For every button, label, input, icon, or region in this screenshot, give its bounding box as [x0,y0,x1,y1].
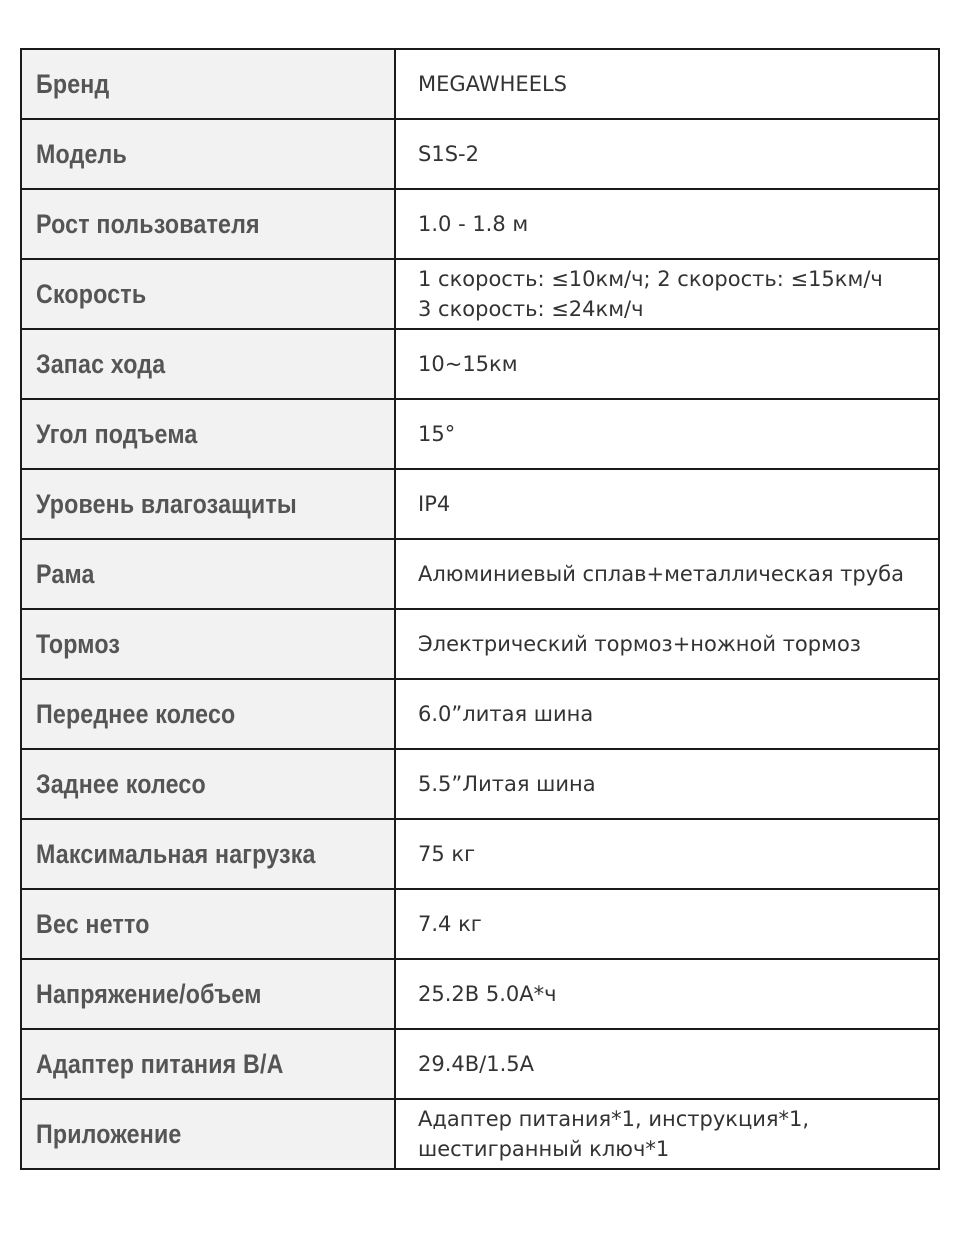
spec-row-accessories [21,1099,939,1169]
spec-row-battery [21,959,939,1029]
spec-label: Рост пользователя [21,189,395,259]
spec-value: 15° [395,399,939,469]
spec-label: Переднее колесо [21,679,395,749]
spec-label: Модель [21,119,395,189]
spec-row-power-adapter [21,1029,939,1099]
spec-label: Запас хода [21,329,395,399]
spec-label: Рама [21,539,395,609]
spec-value: 1.0 - 1.8 м [395,189,939,259]
spec-value: MEGAWHEELS [395,49,939,119]
spec-row-user-height [21,189,939,259]
spec-value: 10~15км [395,329,939,399]
spec-value: 7.4 кг [395,889,939,959]
spec-label: Тормоз [21,609,395,679]
spec-value: Электрический тормоз+ножной тормоз [395,609,939,679]
spec-value: 25.2В 5.0А*ч [395,959,939,1029]
spec-value: 29.4В/1.5А [395,1029,939,1099]
spec-label: Бренд [21,49,395,119]
spec-label: Приложение [21,1099,395,1169]
spec-row-frame [21,539,939,609]
spec-label: Уровень влагозащиты [21,469,395,539]
spec-label: Скорость [21,259,395,329]
spec-label: Адаптер питания В/А [21,1029,395,1099]
spec-row-brake [21,609,939,679]
spec-label: Угол подъема [21,399,395,469]
spec-value: 75 кг [395,819,939,889]
spec-label: Максимальная нагрузка [21,819,395,889]
spec-value: Алюминиевый сплав+металлическая труба [395,539,939,609]
spec-row-front-wheel [21,679,939,749]
spec-row-max-load [21,819,939,889]
spec-table [20,48,940,1170]
spec-value: S1S-2 [395,119,939,189]
spec-row-model [21,119,939,189]
spec-label: Напряжение/объем [21,959,395,1029]
spec-value: Адаптер питания*1, инструкция*1, шестигранный ключ*1 [395,1099,939,1169]
spec-row-climb-angle [21,399,939,469]
spec-row-water-protection [21,469,939,539]
spec-value: 5.5”Литая шина [395,749,939,819]
spec-label: Вес нетто [21,889,395,959]
spec-row-brand [21,49,939,119]
spec-value: IP4 [395,469,939,539]
spec-row-net-weight [21,889,939,959]
spec-row-range [21,329,939,399]
spec-value: 1 скорость: ≤10км/ч; 2 скорость: ≤15км/ч 3 скорость: ≤24км/ч [395,259,939,329]
spec-row-speed [21,259,939,329]
spec-label: Заднее колесо [21,749,395,819]
spec-row-rear-wheel [21,749,939,819]
spec-value: 6.0”литая шина [395,679,939,749]
